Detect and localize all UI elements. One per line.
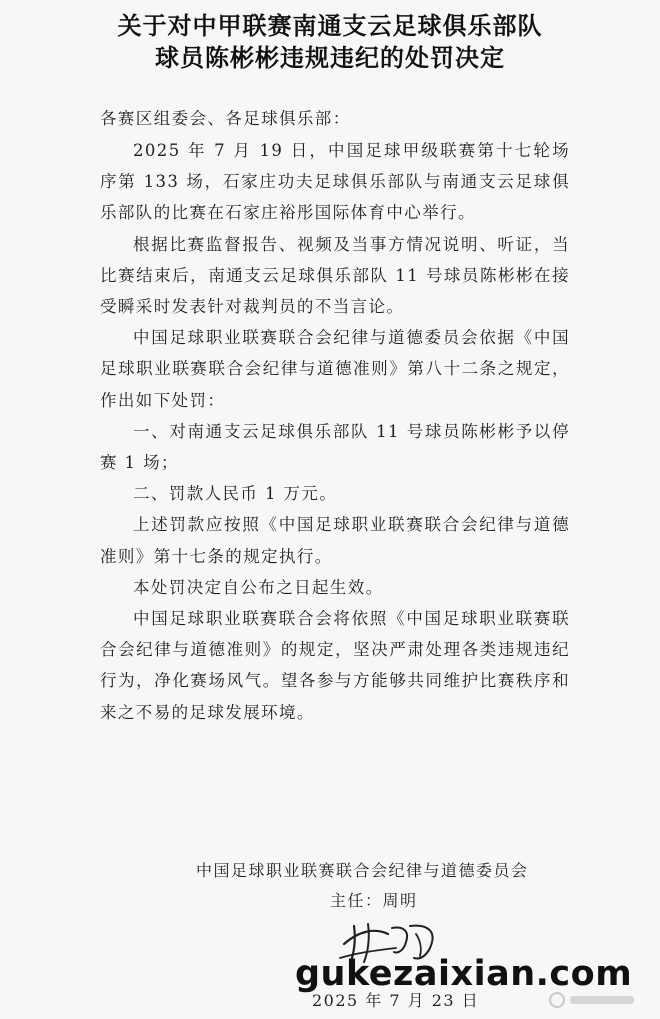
watermark-logo-icon (548, 990, 640, 1010)
paragraph-closing: 中国足球职业联赛联合会将依照《中国足球职业联赛联合会纪律与道德准则》的规定，坚决严肃处理各类违规违纪行为，净化赛场风气。望各参与方能够共同维护比赛秩序和来之不易的足球发展环境。 (100, 609, 570, 722)
site-watermark: gukezaixian.com (295, 954, 633, 994)
issuer-name: 中国足球职业联赛联合会纪律与道德委员会 (196, 861, 529, 880)
paragraph-fine-execution: 上述罚款应按照《中国足球职业联赛联合会纪律与道德准则》第十七条的规定执行。 (100, 515, 570, 566)
paragraph-findings: 根据比赛监督报告、视频及当事方情况说明、听证，当比赛结束后，南通支云足球俱乐部队 11 号球员陈彬彬在接受瞬采时发表针对裁判员的不当言论。 (100, 234, 570, 317)
document-date: 2025 年 7 月 23 日 (312, 991, 480, 1010)
paragraph-penalty-suspension: 一、对南通支云足球俱乐部队 11 号球员陈彬彬予以停赛 1 场； (100, 421, 570, 473)
document-body (100, 135, 570, 728)
paragraph-penalty-fine: 二、罚款人民币 1 万元。 (133, 484, 338, 504)
document-title-line-2: 球员陈彬彬违规违纪的处罚决定 (155, 44, 505, 72)
salutation: 各赛区组委会、各足球俱乐部： (100, 109, 351, 128)
paragraph-match-info: 2025 年 7 月 19 日，中国足球甲级联赛第十七轮场序第 133 场，石家庄功夫足球俱乐部队与南通支云足球俱乐部队的比赛在石家庄裕彤国际体育中心举行。 (100, 141, 570, 223)
paragraph-basis: 中国足球职业联赛联合会纪律与道德委员会依据《中国足球职业联赛联合会纪律与道德准则》第八十二条之规定，作出如下处罚： (100, 328, 570, 410)
document-title-line-1: 关于对中甲联赛南通支云足球俱乐部队 (117, 12, 543, 40)
director-line: 主任：周明 (330, 891, 418, 910)
paragraph-effective: 本处罚决定自公布之日起生效。 (133, 577, 384, 597)
